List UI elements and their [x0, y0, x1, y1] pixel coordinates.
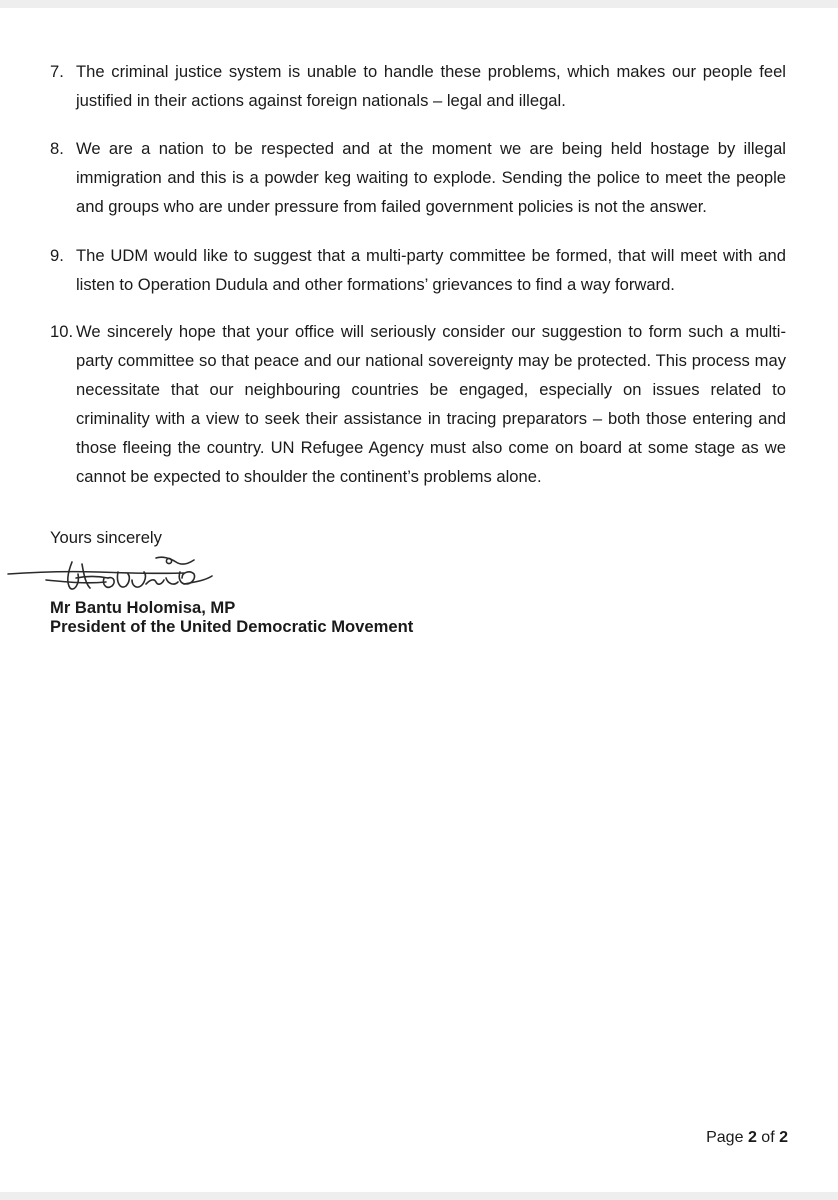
- page-top-border: [0, 0, 838, 8]
- list-item-text: We sincerely hope that your office will seriously consider our suggestion to form such a multi-party committee so that peace and our national sovereignty may be protected. This process may necessitate that our neighbouring countries be engaged, especially on issues related to criminality with a view to seek their assistance in tracing preparators – both those entering and those fleeing the country. UN Refugee Agency must also come on board at some stage as we cannot be expected to shoulder the continent’s problems alone.: [76, 322, 786, 486]
- page-current: 2: [747, 1129, 757, 1146]
- page-total: 2: [779, 1129, 788, 1146]
- list-item-text: The UDM would like to suggest that a multi-party committee be formed, that will meet with and listen to Operation Dudula and other formations’ grievances to find a way forward.: [76, 246, 786, 294]
- list-item-number: 8.: [50, 139, 64, 158]
- list-item-number: 10.: [50, 322, 74, 341]
- page-of-label: of: [761, 1129, 775, 1146]
- signatory-title: President of the United Democratic Movement: [50, 617, 414, 636]
- list-item-text: We are a nation to be respected and at the moment we are being held hostage by illegal immigration and this is a powder keg waiting to explode. Sending the police to meet the people and groups who are under pressure from failed government policies is not the answer.: [76, 139, 786, 216]
- list-item-text: The criminal justice system is unable to handle these problems, which makes our people feel justified in their actions against foreign nationals – legal and illegal.: [76, 62, 786, 110]
- signatory-name: Mr Bantu Holomisa, MP: [50, 598, 236, 617]
- list-item-number: 7.: [50, 62, 64, 81]
- closing-salutation: Yours sincerely: [50, 528, 162, 547]
- page-number: [706, 1127, 788, 1149]
- page-bottom-border: [0, 1192, 838, 1200]
- page-label: Page: [706, 1129, 744, 1146]
- list-item-number: 9.: [50, 246, 64, 265]
